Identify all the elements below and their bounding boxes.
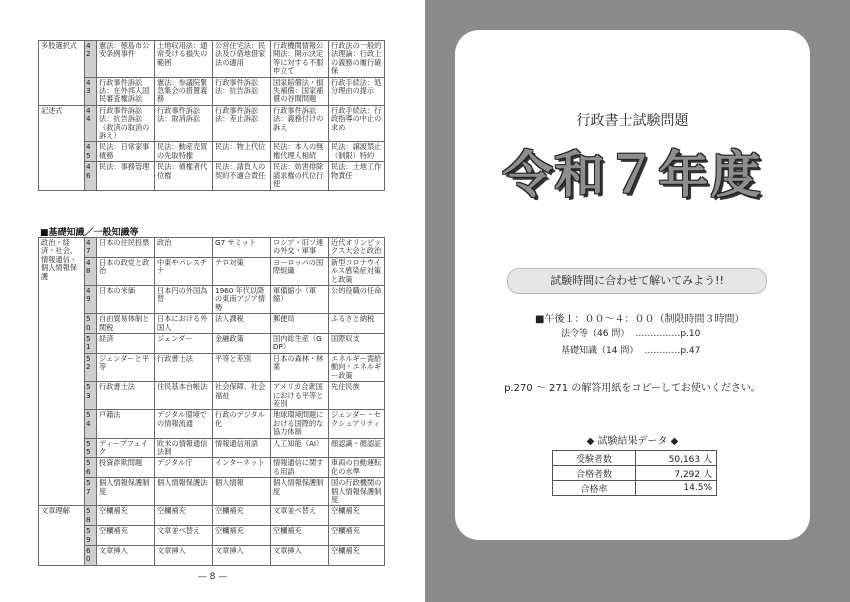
question-number-cell: 53	[85, 382, 97, 410]
topic-cell: 文章挿入	[213, 546, 271, 566]
topic-cell: デジタル環境での情報流通	[155, 410, 213, 438]
answer-sheet-note: p.270 ～ 271 の解答用紙をコピーしてお使いください。	[504, 383, 761, 394]
table-row	[39, 478, 385, 506]
topic-cell: 社会保障、社会福祉	[213, 382, 271, 410]
topic-cell: 郵便局	[271, 314, 329, 334]
exam-topics-table-2	[38, 237, 385, 566]
topic-cell: アメリカ合衆国における平等と差別	[271, 382, 329, 410]
topic-cell: ロシア・旧ソ連の外交・軍事	[271, 238, 329, 258]
category-cell: 政治・経済・社会、情報通信・個人情報保護	[39, 238, 85, 506]
topic-cell: 車両の自動運転化の水準	[329, 458, 385, 478]
topic-cell: ヨーロッパの国際組織	[271, 257, 329, 285]
topic-cell: 行政事件訴訟法：抗告訴訟	[213, 77, 271, 105]
toc-page: p.47	[680, 346, 701, 356]
topic-cell: 法人課税	[213, 314, 271, 334]
toc-label: 基礎知識（14 問）	[561, 346, 639, 356]
topic-cell: デジタル庁	[155, 458, 213, 478]
topic-cell: 1960 年代以降の東南アジア情勢	[213, 286, 271, 314]
section-title-general-knowledge: ■基礎知識／一般知識等	[40, 228, 139, 238]
topic-cell: 公的役職の任命	[329, 286, 385, 314]
question-number-cell: 43	[85, 77, 97, 105]
topic-cell: 日本の森林・林業	[271, 353, 329, 381]
question-number-cell: 58	[85, 506, 97, 526]
topic-cell: 国の行政機関の個人情報保護制度	[329, 478, 385, 506]
exam-banner: 試験時間に合わせて解いてみよう!!	[507, 268, 767, 294]
topic-cell: 民法：物上代位	[213, 142, 271, 162]
topic-cell: 民法：日常家事債務	[97, 142, 155, 162]
table-row	[39, 438, 385, 458]
topic-cell: 民法：事務管理	[97, 162, 155, 190]
topic-cell: テロ対策	[213, 257, 271, 285]
table-row	[39, 382, 385, 410]
topic-cell: ジェンダー	[155, 334, 213, 354]
topic-cell: 行政手続法：行政指導の中止の求め	[329, 105, 385, 142]
topic-cell: 個人情報	[213, 478, 271, 506]
topic-cell: 国際収支	[329, 334, 385, 354]
question-number-cell: 54	[85, 410, 97, 438]
results-label: 合格率	[553, 481, 636, 496]
question-number-cell: 55	[85, 438, 97, 458]
topic-cell: 日本における外国人	[155, 314, 213, 334]
toc-dots: ……………	[635, 329, 681, 339]
topic-cell: ジェンダーと平等	[97, 353, 155, 381]
topic-cell: 民法：請負人の契約不適合責任	[213, 162, 271, 190]
question-number-cell: 47	[85, 238, 97, 258]
results-value: 14.5%	[636, 481, 717, 496]
topic-cell: 行政法の一般的法理論：行政上の義務の履行確保	[329, 41, 385, 78]
table-row	[39, 526, 385, 546]
topic-cell: 行政事件訴訟法：抗告訴訟（救済の取消の訴え）	[97, 105, 155, 142]
topic-cell: 先住民族	[329, 382, 385, 410]
cover-card	[455, 30, 810, 540]
topic-cell: 金融政策	[213, 334, 271, 354]
topic-cell: 投資詐欺問題	[97, 458, 155, 478]
question-number-cell: 49	[85, 286, 97, 314]
topic-cell: 行政のデジタル化	[213, 410, 271, 438]
table-row	[39, 286, 385, 314]
question-number-cell: 56	[85, 458, 97, 478]
topic-cell: 個人情報保護制度	[271, 478, 329, 506]
results-row	[553, 451, 717, 466]
question-number-cell: 52	[85, 353, 97, 381]
toc-item	[561, 343, 700, 356]
topic-cell: 行政事件訴訟法：取消訴訟	[155, 105, 213, 142]
topic-cell: 日本の米価	[97, 286, 155, 314]
question-number-cell: 51	[85, 334, 97, 354]
topic-cell: 欧米の情報通信法制	[155, 438, 213, 458]
table-row	[39, 353, 385, 381]
topic-cell: 文章挿入	[271, 546, 329, 566]
topic-cell: 平等と差別	[213, 353, 271, 381]
table-row	[39, 334, 385, 354]
question-number-cell: 46	[85, 162, 97, 190]
table-row	[39, 546, 385, 566]
topic-cell: 土地収用法：通常受ける損失の範囲	[155, 41, 213, 78]
topic-cell: G7 サミット	[213, 238, 271, 258]
topic-cell: ジェンダー・セクシュアリティ	[329, 410, 385, 438]
exam-time-line: ■午後１：００～４：００（制限時間３時間）	[535, 314, 745, 325]
category-cell: 記述式	[39, 105, 85, 190]
question-number-cell: 42	[85, 41, 97, 78]
topic-cell: 民法：譲渡禁止（制限）特約	[329, 142, 385, 162]
table-row	[39, 257, 385, 285]
table-row	[39, 105, 385, 142]
topic-cell: 行政手続法：処分理由の提示	[329, 77, 385, 105]
topic-cell: 空欄補充	[329, 546, 385, 566]
topic-cell: 文章並べ替え	[155, 526, 213, 546]
topic-cell: 空欄補充	[271, 526, 329, 546]
topic-cell: 情報通信用語	[213, 438, 271, 458]
table-row	[39, 314, 385, 334]
cover-title: 令和７年度	[502, 145, 763, 204]
topic-cell: 民法：動産売買の先取特権	[155, 142, 213, 162]
results-label: 合格者数	[553, 466, 636, 481]
topic-cell: 経済	[97, 334, 155, 354]
topic-cell: 民法：土地工作物責任	[329, 162, 385, 190]
table-row	[39, 410, 385, 438]
topic-cell: 憲法：徳島市公安条例事件	[97, 41, 155, 78]
topic-cell: 公営住宅法：民法及び借地借家法の適用	[213, 41, 271, 78]
category-cell: 文章理解	[39, 506, 85, 565]
results-row	[553, 481, 717, 496]
topic-cell: 顔認識・顔認証	[329, 438, 385, 458]
topic-cell: 空欄補充	[155, 506, 213, 526]
topic-cell: 国内総生産（GDP）	[271, 334, 329, 354]
cover-subtitle: 行政書士試験問題	[576, 113, 689, 129]
results-row	[553, 466, 717, 481]
topic-cell: 文章挿入	[97, 546, 155, 566]
toc-page: p.10	[680, 329, 701, 339]
topic-cell: ふるさと納税	[329, 314, 385, 334]
table-row	[39, 162, 385, 190]
table-row	[39, 142, 385, 162]
topic-cell: 文章並べ替え	[271, 506, 329, 526]
topic-cell: 空欄補充	[329, 526, 385, 546]
question-number-cell: 44	[85, 105, 97, 142]
topic-cell: 軍備縮小（軍縮）	[271, 286, 329, 314]
topic-cell: 行政機関情報公開法：開示決定等に対する不服申立て	[271, 41, 329, 78]
results-title: ◆ 試験結果データ ◆	[586, 436, 679, 447]
category-cell: 多肢選択式	[39, 41, 85, 106]
table-row	[39, 506, 385, 526]
topic-cell: 民法：妨害排除請求権の代位行使	[271, 162, 329, 190]
topic-cell: 空欄補充	[213, 526, 271, 546]
topic-cell: 日本の政党と政治	[97, 257, 155, 285]
topic-cell: ディープフェイク	[97, 438, 155, 458]
results-table	[552, 450, 717, 496]
table-row	[39, 77, 385, 105]
topic-cell: 戸籍法	[97, 410, 155, 438]
topic-cell: 行政事件訴訟法：義務付けの訴え	[271, 105, 329, 142]
topic-cell: 個人情報保護制度	[97, 478, 155, 506]
question-number-cell: 60	[85, 546, 97, 566]
topic-cell: 行政書士法	[155, 353, 213, 381]
question-number-cell: 45	[85, 142, 97, 162]
topic-cell: 行政事件訴訟法：在外邦人国民審査権訴訟	[97, 77, 155, 105]
topic-cell: 近代オリンピックス大会と政治	[329, 238, 385, 258]
topic-cell: 民法：債権者代位権	[155, 162, 213, 190]
topic-cell: 憲法：参議院緊急集会の措置義務	[155, 77, 213, 105]
topic-cell: 日本円の外国為替	[155, 286, 213, 314]
topic-cell: 行政事件訴訟法：差止訴訟	[213, 105, 271, 142]
topic-cell: 人工知能（AI）	[271, 438, 329, 458]
topic-cell: 中東やパレスチナ	[155, 257, 213, 285]
table-row	[39, 458, 385, 478]
topic-cell: 文章挿入	[155, 546, 213, 566]
topic-cell: 行政書士法	[97, 382, 155, 410]
topic-cell: 国家賠償法・損失補償：国家補償の谷間問題	[271, 77, 329, 105]
topic-cell: 住民基本台帳法	[155, 382, 213, 410]
topic-cell: 空欄補充	[97, 526, 155, 546]
results-value: 7,292 人	[636, 466, 717, 481]
exam-topics-table-1	[38, 40, 385, 191]
results-label: 受験者数	[553, 451, 636, 466]
toc-label: 法令等（46 問）	[561, 329, 630, 339]
topic-cell: 自由貿易体制と関税	[97, 314, 155, 334]
topic-cell: エネルギー需給動向・エネルギー政策	[329, 353, 385, 381]
table-row	[39, 238, 385, 258]
topic-cell: 空欄補充	[329, 506, 385, 526]
question-number-cell: 48	[85, 257, 97, 285]
question-number-cell: 57	[85, 478, 97, 506]
toc-dots: …………	[644, 346, 681, 356]
topic-cell: インターネット	[213, 458, 271, 478]
question-number-cell: 50	[85, 314, 97, 334]
topic-cell: 地球環境問題における国際的な協力体制	[271, 410, 329, 438]
results-value: 50,163 人	[636, 451, 717, 466]
question-number-cell: 59	[85, 526, 97, 546]
topic-cell: 民法：本人の無権代理人相続	[271, 142, 329, 162]
topic-cell: 空欄補充	[213, 506, 271, 526]
toc-item	[561, 326, 700, 339]
topic-cell: 日本の住民投票	[97, 238, 155, 258]
topic-cell: 空欄補充	[97, 506, 155, 526]
topic-cell: 個人情報保護法	[155, 478, 213, 506]
topic-cell: 新型コロナウイルス感染症対策と政策	[329, 257, 385, 285]
table-row	[39, 41, 385, 78]
topic-cell: 情報通信に関する用語	[271, 458, 329, 478]
page-number: — 8 —	[197, 572, 228, 582]
topic-cell: 政治	[155, 238, 213, 258]
